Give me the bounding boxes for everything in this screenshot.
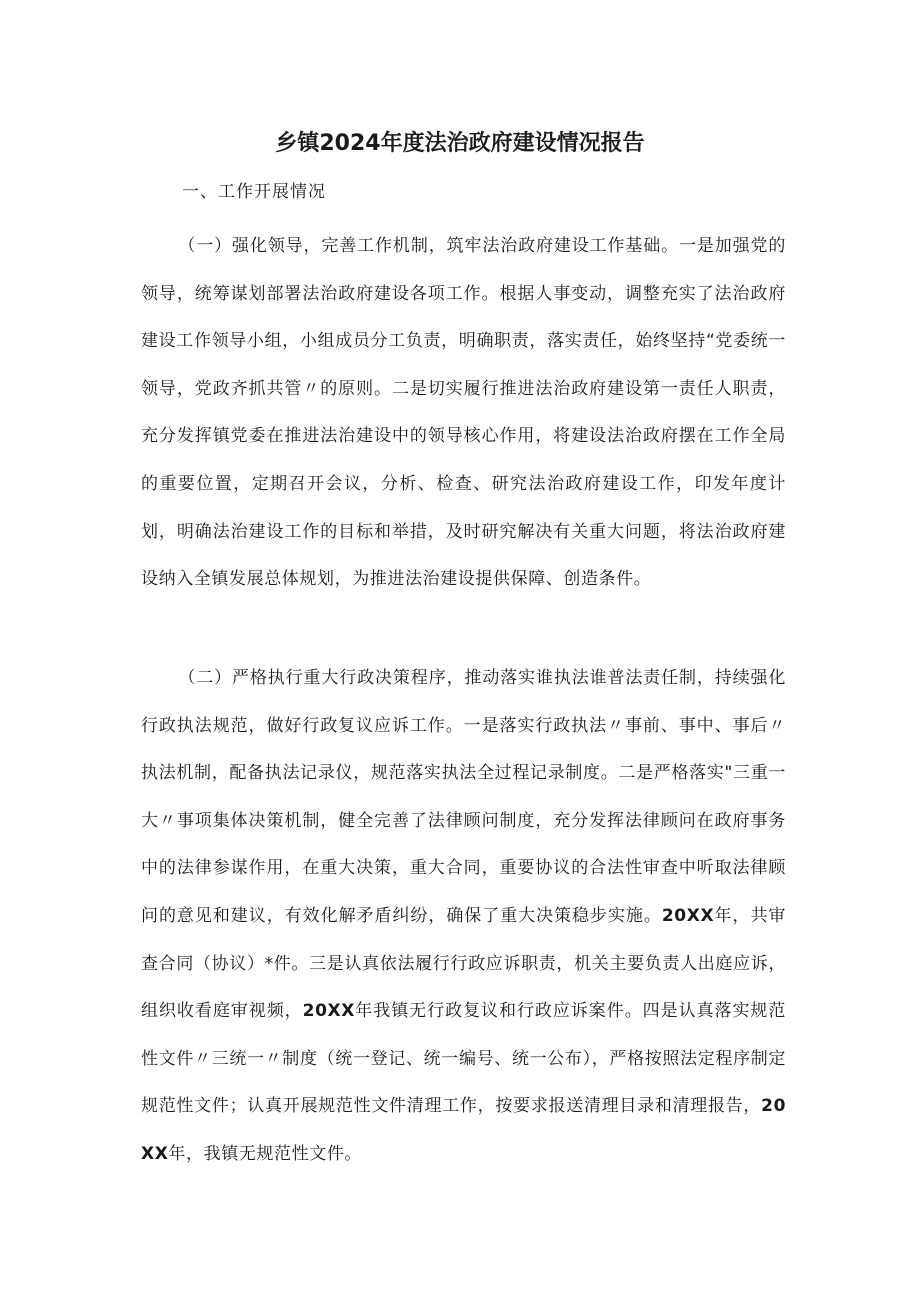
document-title: 乡镇2024年度法治政府建设情况报告 — [275, 131, 645, 156]
section-heading: 一、工作开展情况 — [182, 182, 326, 202]
paragraph-1: （一）强化领导，完善工作机制，筑牢法治政府建设工作基础。一是加强党的领导，统筹谋划部署法治政府建设各项工作。根据人事变动，调整充实了法治政府建设工作领导小组，小组成员分工负责，明确职责，落实责任，始终坚持“党委统一领导，党政齐抓共管〃的原则。二是切实履行推进法治政府建设第一责任人职责，充分发挥镇党委在推进法治建设中的领导核心作用，将建设法治政府摆在工作全局的重要位置，定期召开会议，分析、检查、研究法治政府建设工作，印发年度计划，明确法治建设工作的目标和举措，及时研究解决有关重大问题，将法治政府建设纳入全镇发展总体规划，为推进法治建设提供保障、创造条件。 — [141, 236, 786, 590]
paragraph-2: （二）严格执行重大行政决策程序，推动落实谁执法谁普法责任制，持续强化行政执法规范，做好行政复议应诉工作。一是落实行政执法〃事前、事中、事后〃执法机制，配备执法记录仪，规范落实执法全过程记录制度。二是严格落实"三重一大〃事项集体决策机制，健全完善了法律顾问制度，充分发挥法律顾问在政府事务中的法律参谋作用，在重大决策，重大合同，重要协议的合法性审查中听取法律顾问的意见和建议，有效化解矛盾纠纷，确保了重大决策稳步实施。20XX年，共审查合同（协议）*件。三是认真依法履行行政应诉职责，机关主要负责人出庭应诉，组织收看庭审视频，20XX年我镇无行政复议和行政应诉案件。四是认真落实规范性文件〃三统一〃制度（统一登记、统一编号、统一公布），严格按照法定程序制定规范性文件；认真开展规范性文件清理工作，按要求报送清理目录和清理报告，20XX年，我镇无规范性文件。 — [141, 668, 786, 1164]
